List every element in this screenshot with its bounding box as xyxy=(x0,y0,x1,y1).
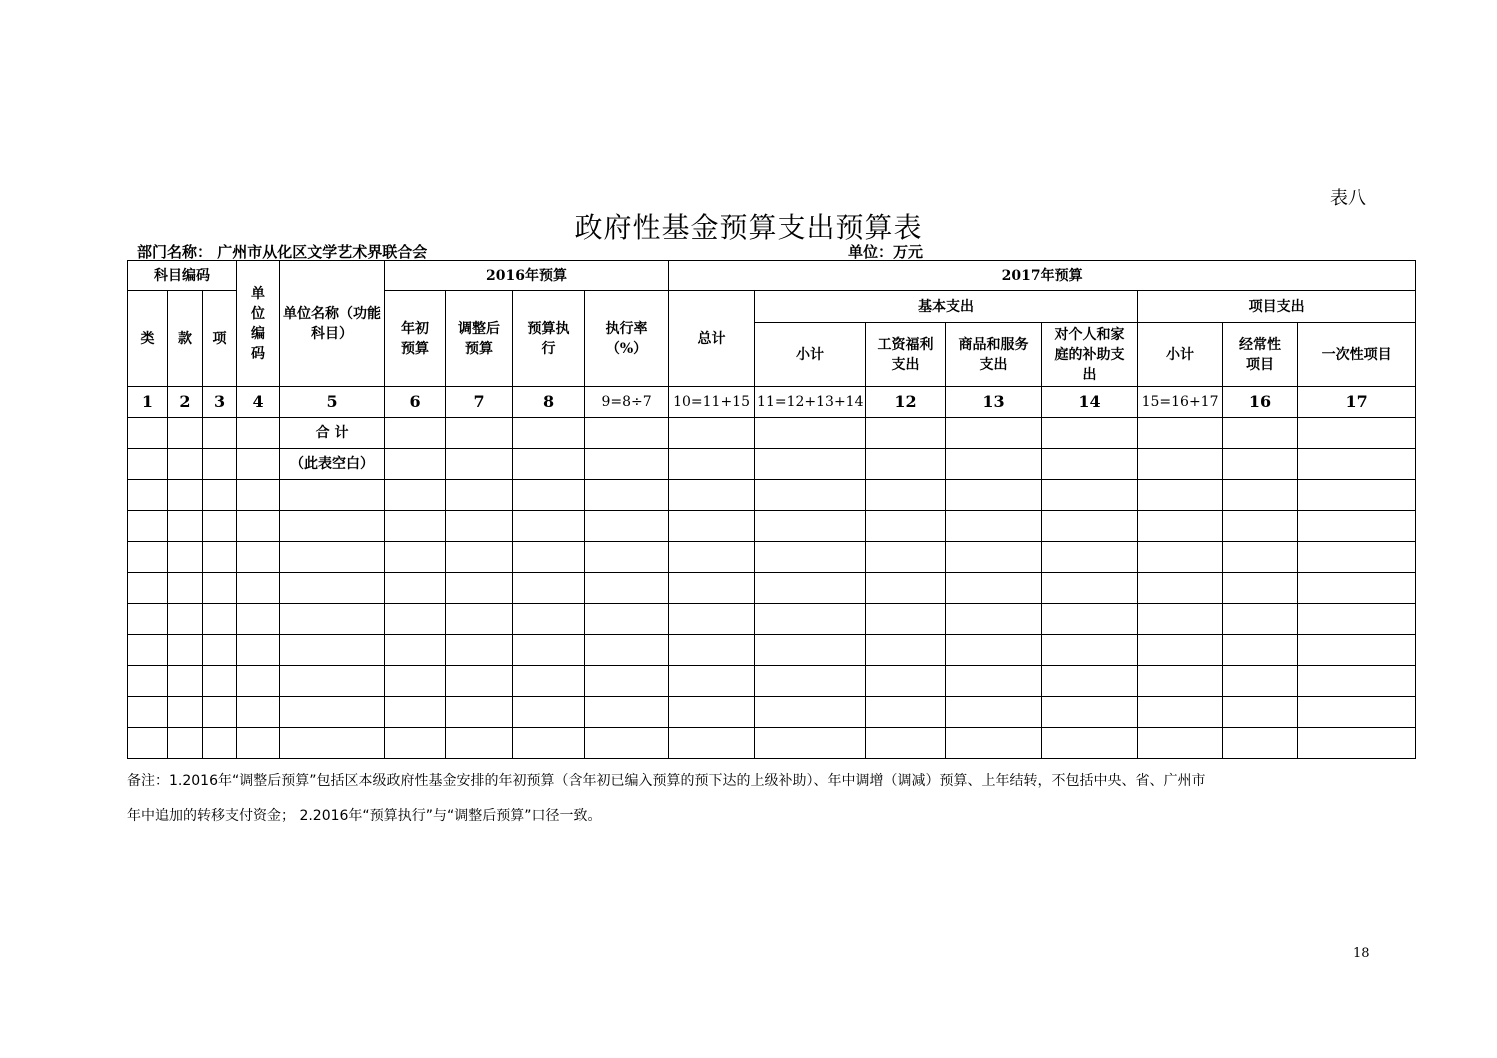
header-project-subtotal: 小计 xyxy=(1138,323,1223,387)
header-initial-budget: 年初预算 xyxy=(385,291,446,387)
header-subject-code: 科目编码 xyxy=(128,261,237,291)
header-basic-expenditure: 基本支出 xyxy=(755,291,1138,323)
header-budget-execution: 预算执行 xyxy=(513,291,585,387)
unit-label: 单位：万元 xyxy=(848,243,924,261)
header-execution-rate: 执行率（%） xyxy=(585,291,669,387)
index-cell: 17 xyxy=(1298,387,1416,418)
index-cell: 16 xyxy=(1223,387,1298,418)
index-cell: 2 xyxy=(168,387,203,418)
table-row xyxy=(128,697,1416,728)
index-cell: 5 xyxy=(280,387,385,418)
table-row xyxy=(128,604,1416,635)
table-label: 表八 xyxy=(1330,188,1366,209)
table-row xyxy=(128,728,1416,759)
header-adjusted-budget: 调整后预算 xyxy=(446,291,513,387)
index-cell: 1 xyxy=(128,387,168,418)
header-2017-budget: 2017年预算 xyxy=(669,261,1416,291)
index-cell: 7 xyxy=(446,387,513,418)
header-unit-code: 单位编码 xyxy=(237,261,280,387)
header-wage-welfare: 工资福利支出 xyxy=(866,323,946,387)
header-unit-name: 单位名称（功能科目） xyxy=(280,261,385,387)
table-row xyxy=(128,480,1416,511)
index-cell: 4 xyxy=(237,387,280,418)
page-title: 政府性基金预算支出预算表 xyxy=(574,211,923,244)
header-2016-budget: 2016年预算 xyxy=(385,261,669,291)
index-cell: 13 xyxy=(946,387,1042,418)
budget-table xyxy=(127,260,1416,759)
table-row xyxy=(128,635,1416,666)
header-personal-subsidy: 对个人和家庭的补助支出 xyxy=(1042,323,1138,387)
row-label-blank: （此表空白） xyxy=(280,449,385,480)
index-cell: 14 xyxy=(1042,387,1138,418)
note-line-2: 年中追加的转移支付资金； 2.2016年“预算执行”与“调整后预算”口径一致。 xyxy=(127,808,602,824)
header-lei: 类 xyxy=(128,291,168,387)
page-number: 18 xyxy=(1353,946,1370,961)
index-cell: 8 xyxy=(513,387,585,418)
index-cell: 12 xyxy=(866,387,946,418)
table-row xyxy=(128,573,1416,604)
index-row xyxy=(128,387,1416,418)
header-xiang: 项 xyxy=(203,291,237,387)
index-cell: 11=12+13+14 xyxy=(755,387,866,418)
header-total: 总计 xyxy=(669,291,755,387)
header-project-expenditure: 项目支出 xyxy=(1138,291,1416,323)
index-cell: 9=8÷7 xyxy=(585,387,669,418)
table-row-total xyxy=(128,418,1416,449)
department-name: 部门名称： 广州市从化区文学艺术界联合会 xyxy=(137,243,428,261)
index-cell: 10=11+15 xyxy=(669,387,755,418)
index-cell: 6 xyxy=(385,387,446,418)
row-label-total: 合 计 xyxy=(280,418,385,449)
header-goods-services: 商品和服务支出 xyxy=(946,323,1042,387)
index-cell: 15=16+17 xyxy=(1138,387,1223,418)
table-row xyxy=(128,542,1416,573)
table-row xyxy=(128,511,1416,542)
header-kuan: 款 xyxy=(168,291,203,387)
header-recurring-project: 经常性项目 xyxy=(1223,323,1298,387)
header-basic-subtotal: 小计 xyxy=(755,323,866,387)
table-row xyxy=(128,666,1416,697)
note-line-1: 备注：1.2016年“调整后预算”包括区本级政府性基金安排的年初预算（含年初已编入预算的预下达的上级补助）、年中调增（调减）预算、上年结转，不包括中央、省、广州市 xyxy=(127,773,1206,789)
header-onetime-project: 一次性项目 xyxy=(1298,323,1416,387)
table-row-blank-note xyxy=(128,449,1416,480)
index-cell: 3 xyxy=(203,387,237,418)
